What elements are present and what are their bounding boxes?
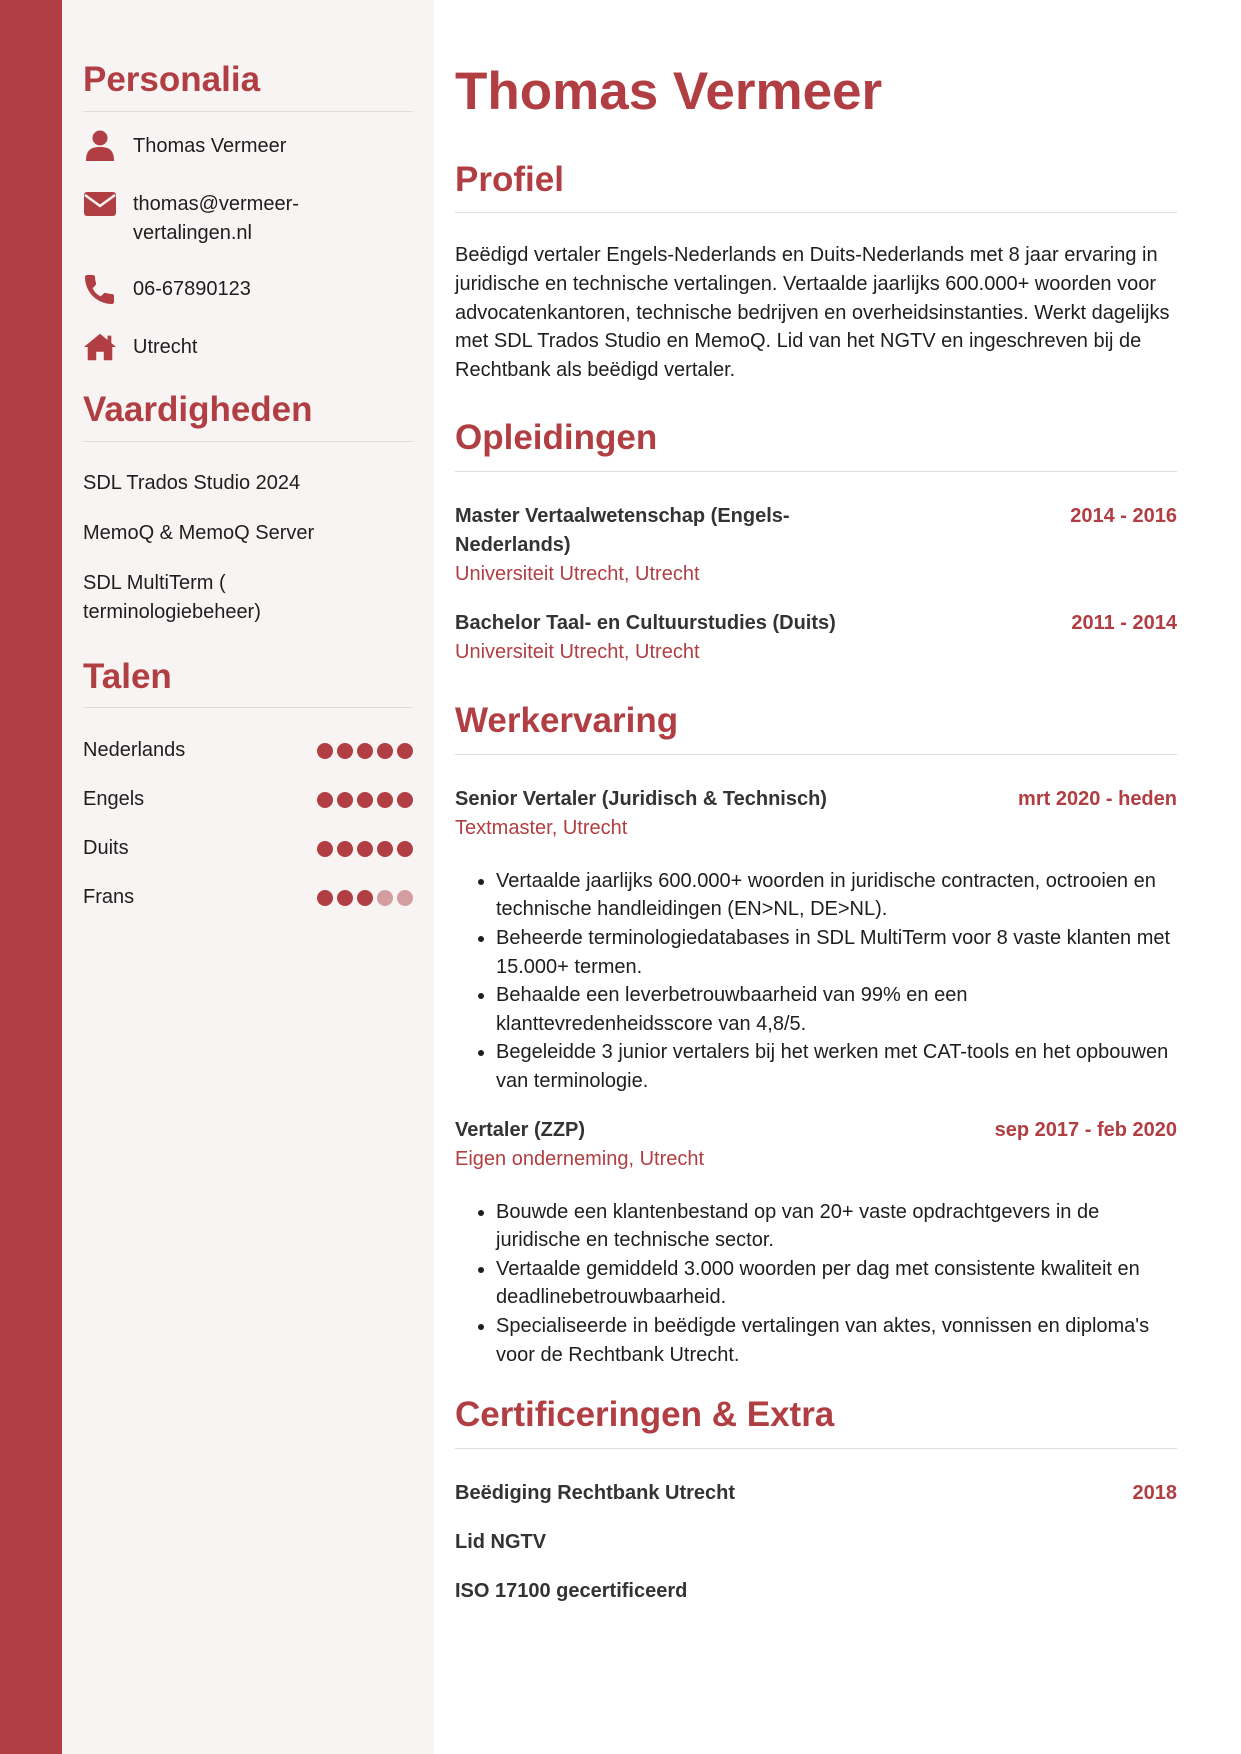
job-bullet: • Vertaalde gemiddeld 3.000 woorden per dag met consistente kwaliteit en deadlinebetrouwbaarheid.: [496, 1255, 1177, 1312]
job-entry: [455, 1116, 1177, 1370]
language-row: [83, 736, 413, 765]
education-section: [455, 420, 1177, 667]
contact-location: [83, 333, 413, 364]
job-bullet: • Specialiseerde in beëdigde vertalingen van aktes, vonnissen en diploma's voor de Rechtbank Utrecht.: [496, 1312, 1177, 1369]
job-company: Eigen onderneming, Utrecht: [455, 1147, 705, 1170]
education-dates: 2014 - 2016: [1070, 505, 1177, 528]
certification-item: [455, 1479, 1177, 1508]
personalia-heading: Personalia: [83, 62, 413, 112]
education-entry: [455, 609, 1177, 667]
rating-dot-filled: [317, 792, 333, 808]
certification-title: Beëdiging Rechtbank Utrecht: [455, 1481, 736, 1504]
education-institution: Universiteit Utrecht, Utrecht: [455, 641, 700, 664]
job-bullets: [455, 867, 1177, 1096]
rating-dot-filled: [337, 841, 353, 857]
language-name: Nederlands: [83, 739, 186, 762]
certifications-section: [455, 1397, 1177, 1606]
rating-dot-empty: [397, 890, 413, 906]
job-bullet: • Behaalde een leverbetrouwbaarheid van 99% en een klanttevredenheidsscore van 4,8/5.: [496, 981, 1177, 1038]
sidebar: [62, 0, 434, 1754]
skill-item: SDL Trados Studio 2024: [83, 471, 301, 494]
job-bullet: • Begeleidde 3 junior vertalers bij het werken met CAT-tools en het opbouwen van terminologie.: [496, 1038, 1177, 1095]
rating-dot-filled: [357, 743, 373, 759]
job-dates: mrt 2020 - heden: [1018, 787, 1177, 810]
education-entry: [455, 502, 1177, 589]
skill-item: SDL MultiTerm ( terminologiebeheer): [83, 571, 261, 623]
accent-strip: [0, 0, 62, 1754]
job-bullet: • Vertaalde jaarlijks 600.000+ woorden in juridische contracten, octrooien en technische handleidingen (EN>NL, DE>NL).: [496, 867, 1177, 924]
rating-dot-filled: [337, 792, 353, 808]
job-company: Textmaster, Utrecht: [455, 816, 628, 839]
rating-dot-filled: [337, 743, 353, 759]
job-entry: [455, 785, 1177, 1096]
job-title: Vertaler (ZZP): [455, 1118, 586, 1141]
person-icon: [83, 129, 117, 163]
education-dates: 2011 - 2014: [1071, 612, 1177, 635]
rating-dot-filled: [397, 743, 413, 759]
skills-section: [83, 389, 413, 627]
profile-section: [455, 159, 1177, 385]
education-institution: Universiteit Utrecht, Utrecht: [455, 563, 700, 586]
experience-heading: Werkervaring: [455, 703, 1177, 755]
certifications-heading: Certificeringen & Extra: [455, 1397, 1177, 1449]
rating-dot-filled: [377, 841, 393, 857]
language-rating: [317, 890, 413, 906]
candidate-name: Thomas Vermeer: [455, 62, 883, 121]
rating-dot-filled: [317, 841, 333, 857]
rating-dot-empty: [377, 890, 393, 906]
profile-heading: Profiel: [455, 162, 1177, 214]
rating-dot-filled: [357, 841, 373, 857]
experience-section: [455, 703, 1177, 1369]
job-title: Senior Vertaler (Juridisch & Technisch): [455, 787, 827, 810]
education-heading: Opleidingen: [455, 420, 1177, 472]
education-title: Master Vertaalwetenschap (Engels-Nederlands): [455, 505, 790, 557]
language-name: Duits: [83, 837, 129, 860]
language-rating: [317, 743, 413, 759]
languages-heading: Talen: [83, 659, 413, 709]
rating-dot-filled: [397, 792, 413, 808]
contact-phone: [83, 275, 413, 306]
contact-name-text: Thomas Vermeer: [133, 134, 287, 157]
language-row: [83, 883, 413, 912]
language-rating: [317, 841, 413, 857]
job-bullets: [455, 1198, 1177, 1370]
rating-dot-filled: [317, 743, 333, 759]
skill-item: MemoQ & MemoQ Server: [83, 521, 315, 544]
language-name: Engels: [83, 788, 145, 811]
certification-title: Lid NGTV: [455, 1530, 547, 1553]
rating-dot-filled: [357, 890, 373, 906]
language-row: [83, 785, 413, 814]
main-content: [455, 60, 1177, 1606]
contact-location-text: Utrecht: [133, 335, 198, 358]
profile-text: Beëdigd vertaler Engels-Nederlands en Duits-Nederlands met 8 jaar ervaring in juridische en technische vertalingen. Vertaalde jaarlijks 600.000+ woorden voor advocatenkantoren, technische bedrijven en overheidsinstanties. Werkt dagelijks met SDL Trados Studio en MemoQ. Lid van het NGTV en ingeschreven bij de Rechtbank als beëdigd vertaler.: [455, 244, 1170, 381]
job-bullet: • Bouwde een klantenbestand op van 20+ vaste opdrachtgevers in de juridische en technische sector.: [496, 1198, 1177, 1255]
certification-title: ISO 17100 gecertificeerd: [455, 1579, 688, 1602]
rating-dot-filled: [357, 792, 373, 808]
rating-dot-filled: [377, 743, 393, 759]
skills-heading: Vaardigheden: [83, 392, 413, 442]
job-bullet: • Beheerde terminologiedatabases in SDL MultiTerm voor 8 vaste klanten met 15.000+ termen.: [496, 924, 1177, 981]
envelope-icon: [83, 187, 117, 221]
home-icon: [83, 330, 117, 364]
certification-item: [455, 1528, 1177, 1557]
phone-icon: [83, 272, 117, 306]
rating-dot-filled: [317, 890, 333, 906]
contact-phone-text[interactable]: 06-67890123: [133, 277, 251, 300]
contact-email: [83, 190, 413, 248]
certification-date: 2018: [1132, 1481, 1177, 1504]
job-dates: sep 2017 - feb 2020: [994, 1118, 1177, 1141]
personalia-section: [83, 62, 413, 364]
rating-dot-filled: [397, 841, 413, 857]
education-title: Bachelor Taal- en Cultuurstudies (Duits): [455, 612, 836, 635]
language-row: [83, 834, 413, 863]
certification-item: [455, 1577, 1177, 1606]
contact-name: [83, 132, 413, 163]
language-rating: [317, 792, 413, 808]
rating-dot-filled: [377, 792, 393, 808]
rating-dot-filled: [337, 890, 353, 906]
contact-email-text[interactable]: thomas@vermeer-vertalingen.nl: [133, 192, 299, 244]
language-name: Frans: [83, 886, 135, 909]
languages-section: [83, 656, 413, 913]
